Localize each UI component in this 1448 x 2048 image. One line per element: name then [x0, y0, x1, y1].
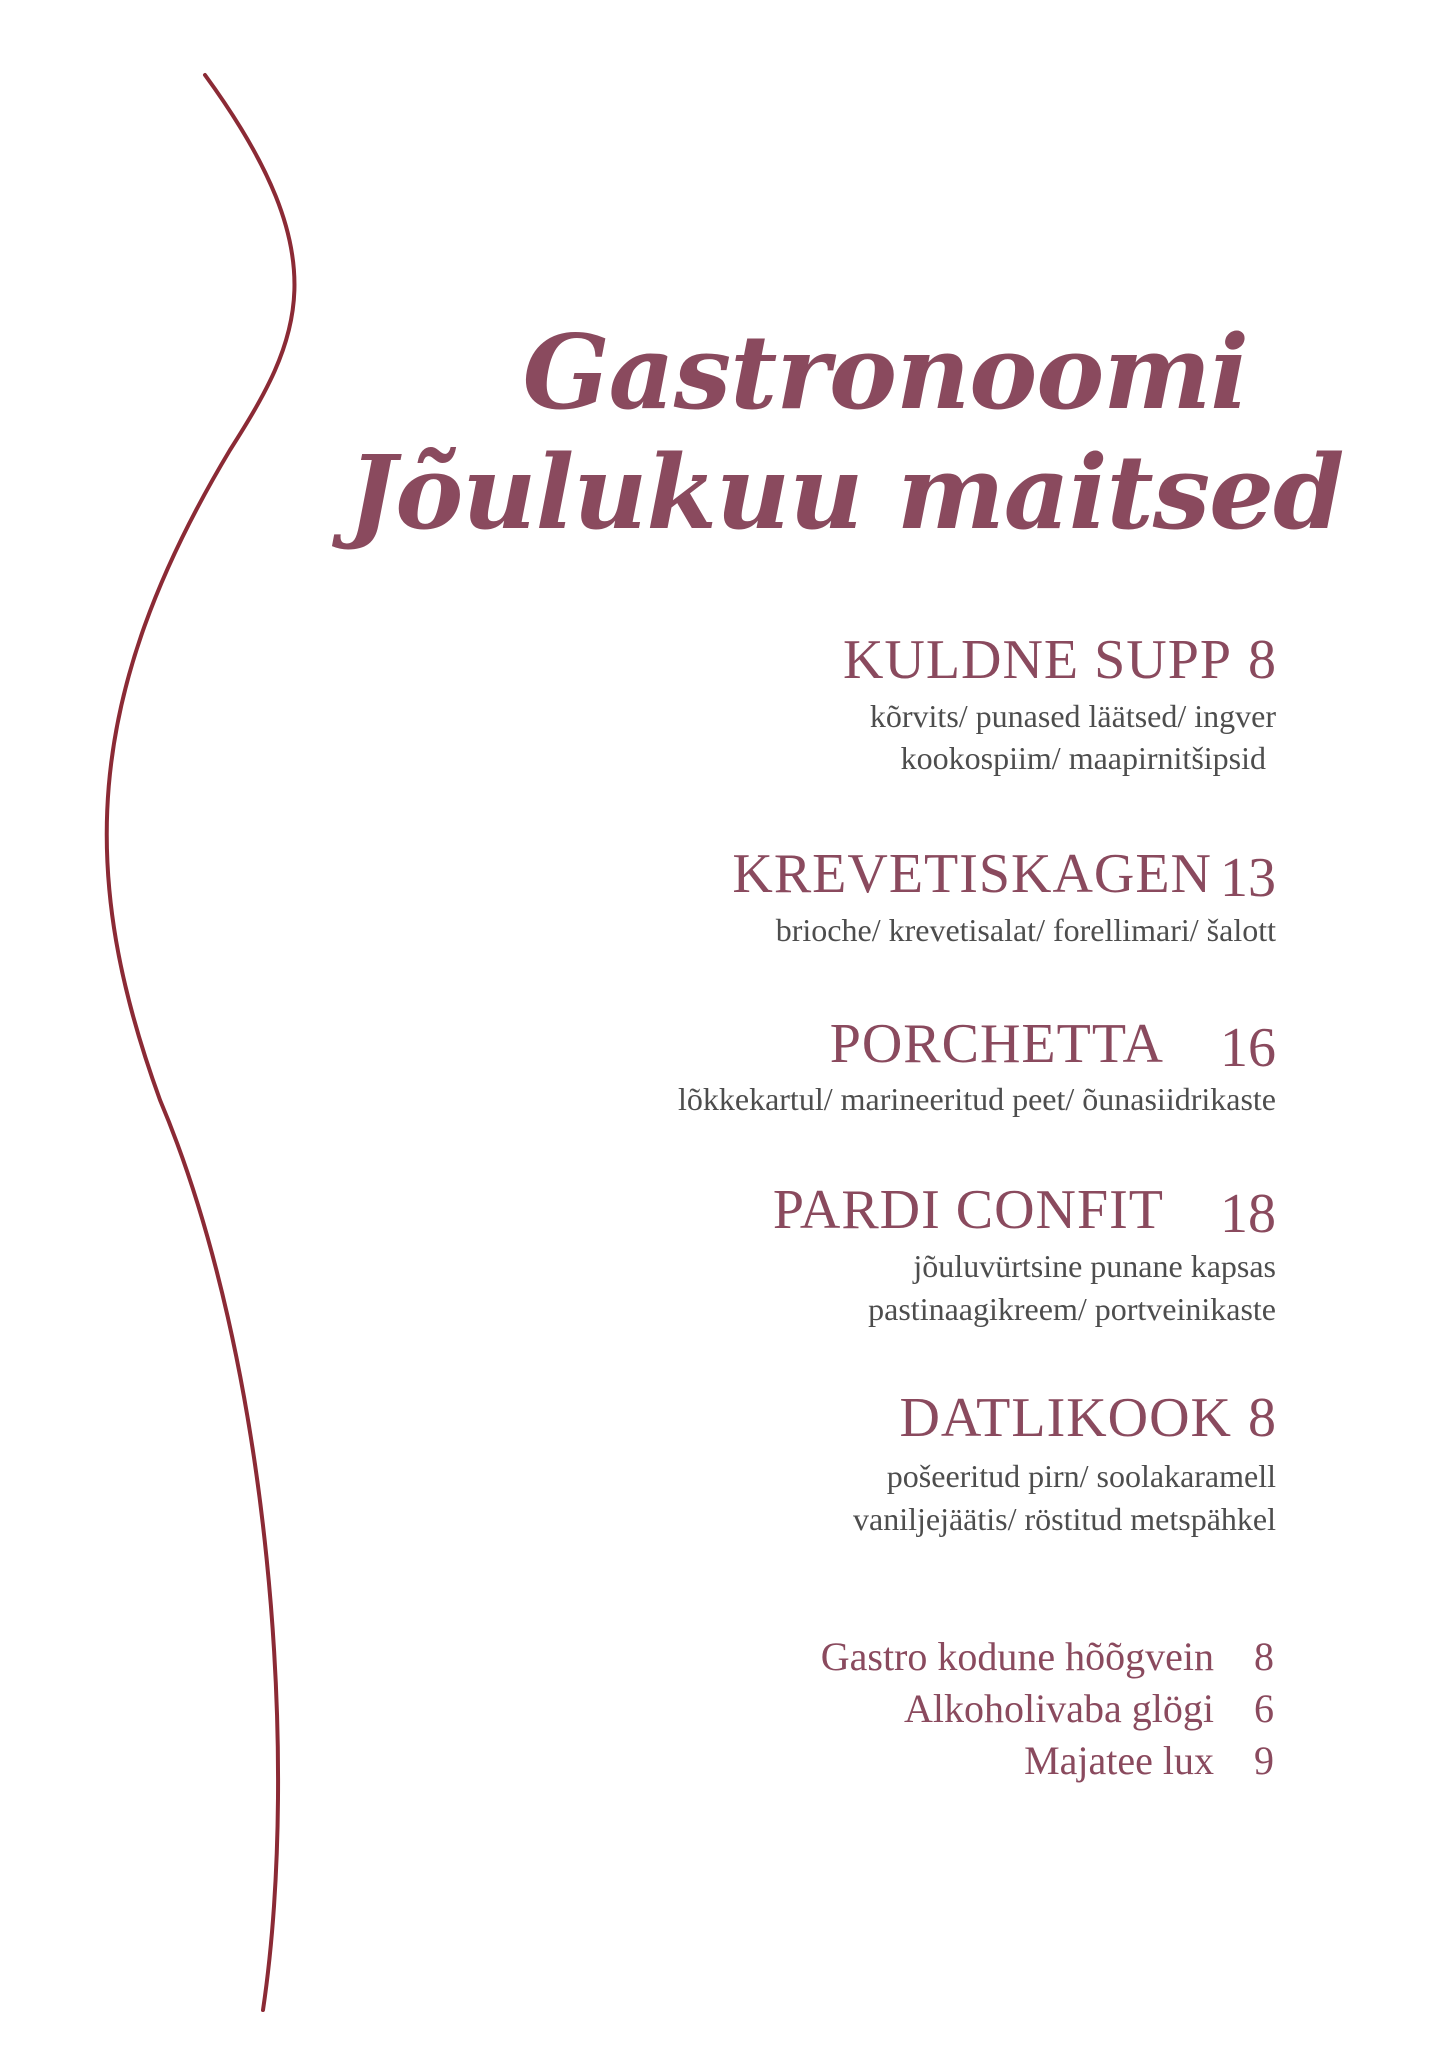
drink-name: Gastro kodune hõõgvein — [820, 1634, 1214, 1679]
dish-description: kookospiim/ maapirnitšipsid — [900, 740, 1266, 776]
dish-price: 16 — [1220, 1017, 1276, 1079]
menu-title-line1: Gastronoomi — [522, 313, 1248, 433]
drink-name: Alkoholivaba glögi — [904, 1686, 1214, 1731]
drink-name: Majatee lux — [1024, 1738, 1214, 1783]
dish-description: kõrvits/ punased läätsed/ ingver — [869, 698, 1276, 734]
dish-price: 8 — [1248, 629, 1276, 691]
dish-price: 8 — [1248, 1387, 1276, 1449]
dish-description: jõuluvürtsine punane kapsas — [913, 1248, 1276, 1284]
menu-title-line2: Jõulukuu maitsed — [348, 433, 1344, 553]
dish-price: 13 — [1220, 847, 1276, 909]
dish-description: vaniljejäätis/ röstitud metspähkel — [852, 1501, 1276, 1537]
drink-price: 6 — [1254, 1686, 1274, 1731]
dish-name: DATLIKOOK — [899, 1387, 1232, 1449]
dish-name: PORCHETTA — [829, 1013, 1164, 1075]
drink-price: 9 — [1254, 1738, 1274, 1783]
dish-description: brioche/ krevetisalat/ forellimari/ šalott — [775, 912, 1276, 948]
drink-price: 8 — [1254, 1634, 1274, 1679]
dish-description: lõkkekartul/ marineeritud peet/ õunasiidrikaste — [677, 1081, 1276, 1117]
dish-name: KULDNE SUPP — [842, 629, 1232, 691]
dish-name: PARDI CONFIT — [772, 1179, 1164, 1241]
dish-description: pošeeritud pirn/ soolakaramell — [886, 1458, 1276, 1494]
dish-price: 18 — [1220, 1183, 1276, 1245]
dish-description: pastinaagikreem/ portveinikaste — [868, 1291, 1276, 1327]
dish-name: KREVETISKAGEN — [732, 843, 1212, 905]
